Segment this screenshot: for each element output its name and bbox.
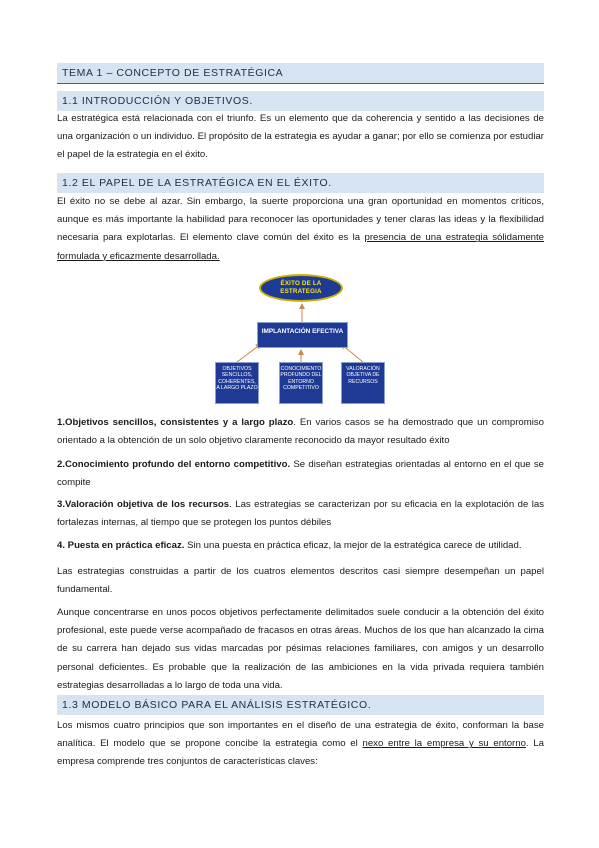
paragraph-exito-text: El éxito no se debe al azar. Sin embargo, la suerte proporciona una gran oportunidad en momentos críticos, aunque es más importante la habilidad para reconocer las oportunidades y tener claras las ideas y la flexibilidad necesaria para explotarlas. El elemento clave común del éxito es la — [57, 196, 544, 244]
box-valoracion-recursos: VALORACIÓN OBJETIVA DE RECURSOS — [341, 362, 385, 404]
item-objetivos — [57, 414, 544, 450]
box-implantacion-efectiva: IMPLANTACIÓN EFECTIVA — [257, 322, 348, 348]
underlined-phrase-estrategia: presencia de una estrategia sólidamente formulada y eficazmente desarrollada. — [57, 232, 544, 262]
item-valoracion — [57, 496, 544, 532]
paragraph-modelo-basico — [57, 717, 544, 772]
item-puesta-text: Sin una puesta en práctica eficaz, la mejor de la estratégica carece de utilidad. — [184, 540, 522, 551]
item-conocimiento — [57, 456, 544, 492]
section-heading-1-2: 1.2 EL PAPEL DE LA ESTRATÉGICA EN EL ÉXITO. — [57, 173, 544, 193]
item-conocimiento-text: Se diseñan estrategias orientadas al entorno en el que se compite — [57, 459, 544, 489]
item-valoracion-text: . Las estrategias se caracterizan por su eficacia en la explotación de las fortalezas internas, al tiempo que se protegen los puntos débiles — [57, 499, 544, 529]
strategy-success-diagram — [215, 274, 385, 404]
paragraph-cuatro-elementos: Las estrategias construidas a partir de los cuatros elementos descritos casi siempre desempeñan un papel fundamental. — [57, 566, 544, 596]
underlined-phrase-nexo: nexo entre la empresa y su entorno — [362, 738, 526, 750]
section-heading-tema-1: TEMA 1 – CONCEPTO DE ESTRATÉGICA — [57, 63, 544, 84]
item-valoracion-title: 3.Valoración objetiva de los recursos — [57, 499, 230, 510]
paragraph-modelo-text: Los mismos cuatro principios que son importantes en el diseño de una estrategia de éxito, conforman la base analítica. El modelo que se propone concibe la estrategia como el — [57, 720, 544, 750]
item-puesta-title: 4. Puesta en práctica eficaz. — [57, 540, 185, 551]
item-objetivos-title: 1.Objetivos sencillos, consistentes y a largo plazo — [57, 417, 294, 428]
paragraph-modelo-end: . La empresa comprende tres conjuntos de características claves: — [57, 738, 544, 768]
box-conocimiento-entorno: CONOCIMIENTO PROFUNDO DEL ENTORNO COMPETITIVO — [279, 362, 323, 404]
box-objetivos: OBJETIVOS SENCILLOS, COHERENTES, A LARGO PLAZO — [215, 362, 259, 404]
paragraph-intro: La estratégica está relacionada con el triunfo. Es un elemento que da coherencia y sentido a las decisiones de una organización o un individuo. El propósito de la estrategia es ayudar a ganar; por ello se comienza por estudiar el papel de la estrategia en el éxito. — [57, 113, 544, 161]
section-heading-1-1: 1.1 INTRODUCCIÓN Y OBJETIVOS. — [57, 91, 544, 111]
paragraph-objetivos-delimitados: Aunque concentrarse en unos pocos objetivos perfectamente delimitados suele conducir a la obtención del éxito profesional, este puede verse acompañado de fracasos en otras áreas. Muchos de los que han alcanzado la cima de su carrera han dejado sus vidas marcadas por pésimas relaciones familiares, con amigos y un desarrollo personal deficientes. Es probable que la realización de las ambiciones en la vida privada requiera también estrategias desarrolladas a lo largo de toda una vida. — [57, 607, 544, 691]
section-heading-1-3: 1.3 MODELO BÁSICO PARA EL ANÁLISIS ESTRATÉGICO. — [57, 695, 544, 715]
ellipse-exito-estrategia: ÉXITO DE LA ESTRATEGIA — [259, 274, 343, 302]
item-objetivos-text: . En varios casos se ha demostrado que un compromiso orientado a la obtención de un solo objetivo claramente reconocido da mayor resultado éxito — [57, 417, 544, 447]
item-puesta-en-practica — [57, 537, 544, 555]
item-conocimiento-title: 2.Conocimiento profundo del entorno competitivo. — [57, 459, 291, 470]
paragraph-exito — [57, 193, 544, 266]
